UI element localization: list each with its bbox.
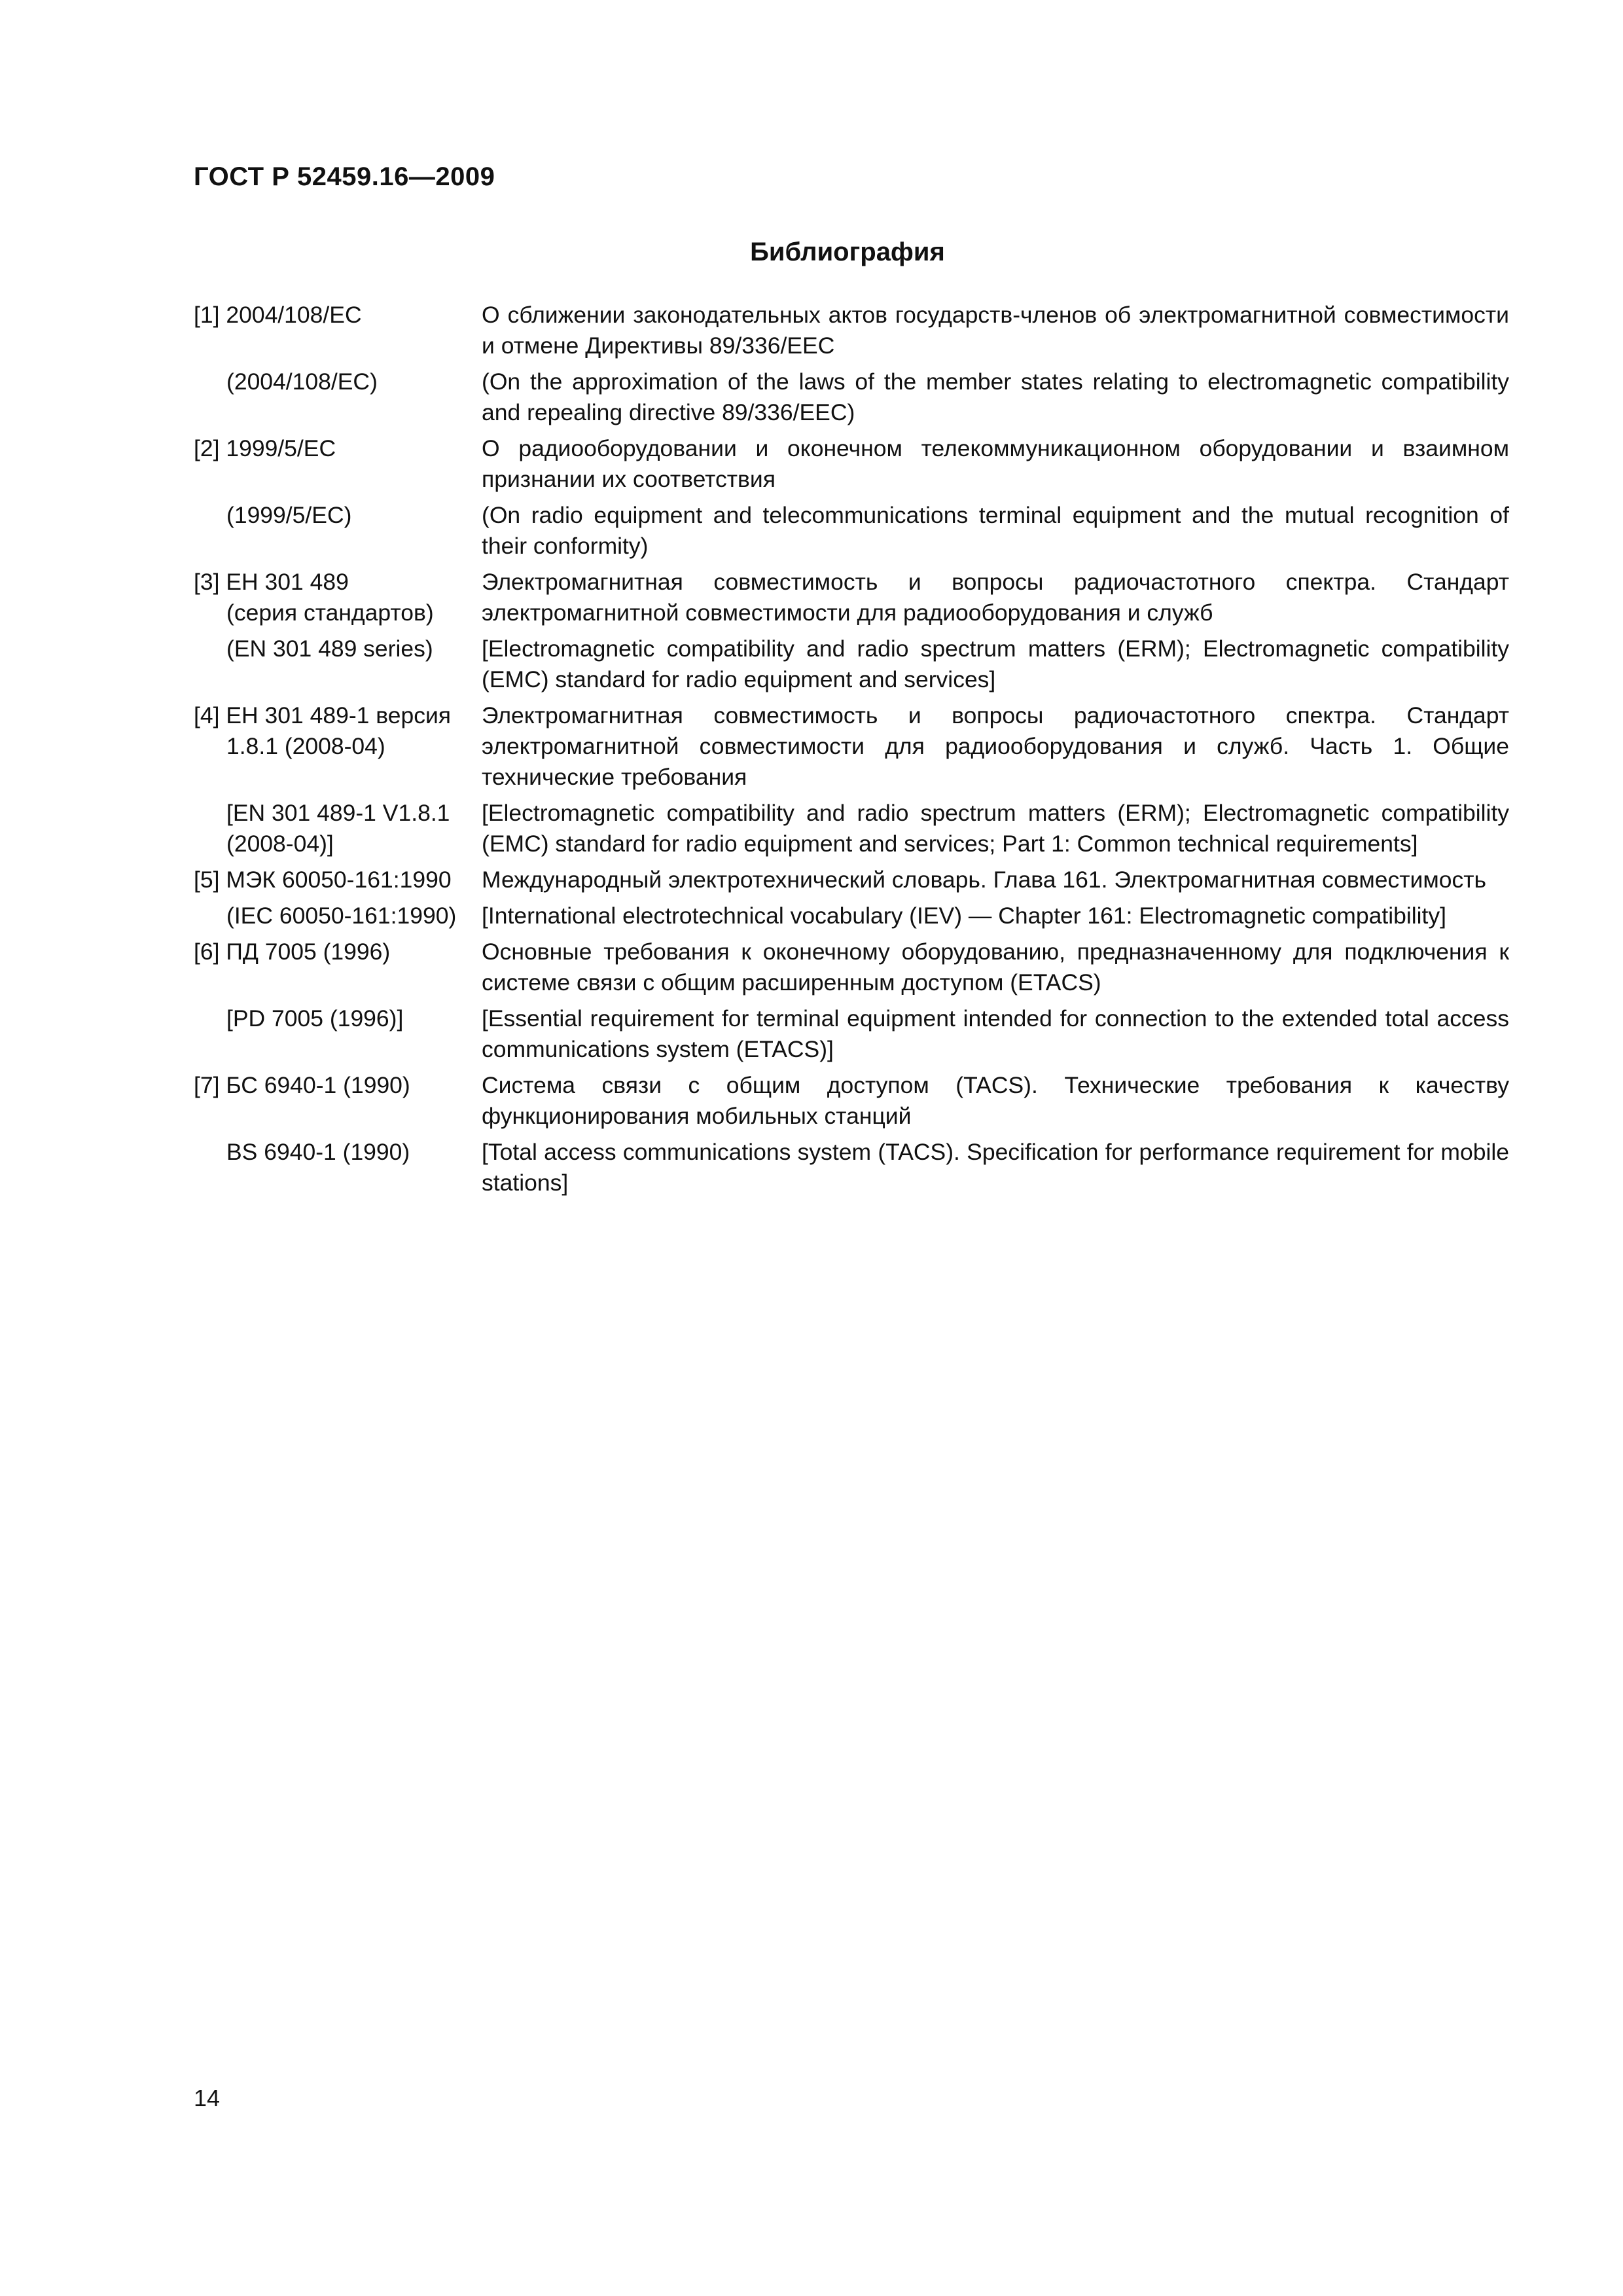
page-number: 14 xyxy=(194,2085,221,2111)
bibliography-entry xyxy=(194,700,1509,793)
entry-reference: (EN 301 489 series) xyxy=(226,636,433,662)
bibliography-entry xyxy=(194,1137,1509,1198)
bibliography-entry xyxy=(194,937,1509,998)
bibliography-list xyxy=(194,300,1509,1198)
document-header: ГОСТ Р 52459.16—2009 xyxy=(194,162,495,191)
entry-reference: [4] ЕН 301 489-1 версия 1.8.1 (2008-04) xyxy=(194,702,452,759)
bibliography-entry xyxy=(194,500,1509,562)
bibliography-entry xyxy=(194,367,1509,428)
bibliography-entry xyxy=(194,433,1509,495)
bibliography-entry xyxy=(194,901,1509,931)
entry-reference: [6] ПД 7005 (1996) xyxy=(194,939,391,965)
entry-reference: (IEC 60050-161:1990) xyxy=(226,903,457,929)
entry-description: [Essential requirement for terminal equipment intended for connection to the extended total access communications system (ETACS)] xyxy=(482,1005,1509,1062)
bibliography-entry xyxy=(194,567,1509,628)
entry-description: [Electromagnetic compatibility and radio spectrum matters (ERM); Electromagnetic compatibility (EMC) standard for radio equipment and services; Part 1: Common technical requirements] xyxy=(482,800,1509,857)
bibliography-entry xyxy=(194,300,1509,361)
entry-description: Международный электротехнический словарь. Глава 161. Электромагнитная совместимость xyxy=(482,867,1487,893)
entry-reference: (2004/108/EC) xyxy=(226,368,378,395)
entry-reference: [3] ЕН 301 489 (серия стандартов) xyxy=(194,569,434,626)
entry-description: О радиооборудовании и оконечном телекоммуникационном оборудовании и взаимном признании их соответствия xyxy=(482,435,1509,492)
bibliography-entry xyxy=(194,1003,1509,1065)
bibliography-entry xyxy=(194,865,1509,895)
bibliography-entry xyxy=(194,634,1509,695)
entry-description: Электромагнитная совместимость и вопросы радиочастотного спектра. Стандарт электромагнитной совместимости для радиооборудования и служб. Часть 1. Общие технические требования xyxy=(482,702,1509,790)
entry-reference: [EN 301 489-1 V1.8.1 (2008-04)] xyxy=(226,800,450,857)
entry-description: Основные требования к оконечному оборудованию, предназначенному для подключения к системе связи с общим расширенным доступом (ETACS) xyxy=(482,939,1509,996)
entry-reference: [5] МЭК 60050-161:1990 xyxy=(194,867,452,893)
bibliography-entry xyxy=(194,798,1509,859)
entry-reference: [1] 2004/108/EC xyxy=(194,302,362,328)
entry-reference: BS 6940-1 (1990) xyxy=(226,1139,410,1165)
section-title: Библиография xyxy=(750,238,945,266)
entry-reference: [2] 1999/5/EC xyxy=(194,435,336,461)
entry-description: Электромагнитная совместимость и вопросы радиочастотного спектра. Стандарт электромагнитной совместимости для радиооборудования и служб xyxy=(482,569,1509,626)
entry-description: (On radio equipment and telecommunications terminal equipment and the mutual recognition of their conformity) xyxy=(482,502,1509,559)
entry-description: [International electrotechnical vocabulary (IEV) — Chapter 161: Electromagnetic compatibility] xyxy=(482,903,1446,929)
entry-description: О сближении законодательных актов государств-членов об электромагнитной совместимости и отмене Директивы 89/336/EEC xyxy=(482,302,1509,359)
entry-reference: [PD 7005 (1996)] xyxy=(226,1005,404,1031)
entry-reference: [7] БС 6940-1 (1990) xyxy=(194,1072,410,1098)
entry-description: (On the approximation of the laws of the member states relating to electromagnetic compatibility and repealing directive 89/336/EEC) xyxy=(482,368,1509,425)
entry-reference: (1999/5/EC) xyxy=(226,502,352,528)
entry-description: [Electromagnetic compatibility and radio spectrum matters (ERM); Electromagnetic compatibility (EMC) standard for radio equipment and services] xyxy=(482,636,1509,692)
entry-description: [Total access communications system (TACS). Specification for performance requirement for mobile stations] xyxy=(482,1139,1509,1196)
bibliography-entry xyxy=(194,1070,1509,1132)
entry-description: Система связи с общим доступом (TACS). Технические требования к качеству функционирования мобильных станций xyxy=(482,1072,1509,1129)
